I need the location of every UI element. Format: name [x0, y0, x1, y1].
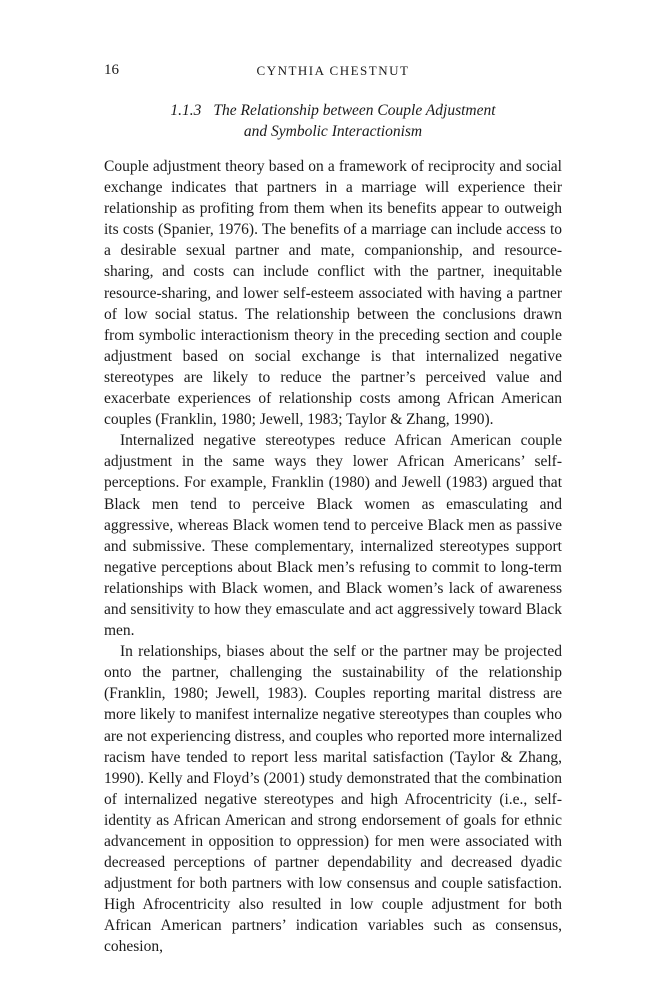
running-head	[104, 62, 562, 84]
section-heading-line-1	[104, 100, 562, 121]
running-title: CYNTHIA CHESTNUT	[256, 63, 410, 78]
book-page	[104, 62, 562, 958]
paragraph: Couple adjustment theory based on a framework of reciprocity and social exchange indicates that partners in a marriage will experience their relationship as profiting from them when its benefits appear to outweigh its costs (Spanier, 1976). The benefits of a marriage can include access to a desirable sexual partner and mate, companionship, and resource-sharing, and costs can include conflict with the partner, inequitable resource-sharing, and lower self-esteem associated with having a partner of low social status. The relationship between the conclusions drawn from symbolic interactionism theory in the preceding section and couple adjustment based on social exchange is that internalized negative stereotypes are likely to reduce the partner’s perceived value and exacerbate experiences of relationship costs among African American couples (Franklin, 1980; Jewell, 1983; Taylor & Zhang, 1990).	[104, 158, 562, 429]
page-number: 16	[104, 62, 119, 78]
body-text	[104, 156, 562, 958]
paragraph: In relationships, biases about the self or the partner may be projected onto the partner, challenging the sustainability of the relationship (Franklin, 1980; Jewell, 1983). Couples reporting marital distress are more likely to manifest internalize negative stereotypes than couples who are not experiencing distress, and couples who reported more internalized racism have tended to report less marital satisfaction (Taylor & Zhang, 1990). Kelly and Floyd’s (2001) study demonstrated that the combination of internalized negative stereotypes and high Afrocentricity (i.e., self-identity as African American and strong endorsement of goals for ethnic advancement in opposition to oppression) for men were associated with decreased perceptions of partner dependability and decreased dyadic adjustment for both partners with low consensus and couple satisfaction. High Afrocentricity also resulted in low couple adjustment for both African American partners’ indication variables such as consensus, cohesion,	[104, 643, 562, 956]
section-number: 1.1.3	[170, 102, 202, 119]
paragraph: Internalized negative stereotypes reduce African American couple adjustment in the same ways they lower African Americans’ self-perceptions. For example, Franklin (1980) and Jewell (1983) argued that Black men tend to perceive Black women as emasculating and aggressive, whereas Black women tend to perceive Black men as passive and submissive. These complementary, internalized stereotypes support negative perceptions about Black men’s refusing to commit to long-term relationships with Black women, and Black women’s lack of awareness and sensitivity to how they emasculate and act aggressively toward Black men.	[104, 432, 562, 640]
section-heading	[104, 100, 562, 142]
section-title-part-1: The Relationship between Couple Adjustment	[213, 102, 496, 119]
section-title-part-2: and Symbolic Interactionism	[243, 123, 423, 140]
